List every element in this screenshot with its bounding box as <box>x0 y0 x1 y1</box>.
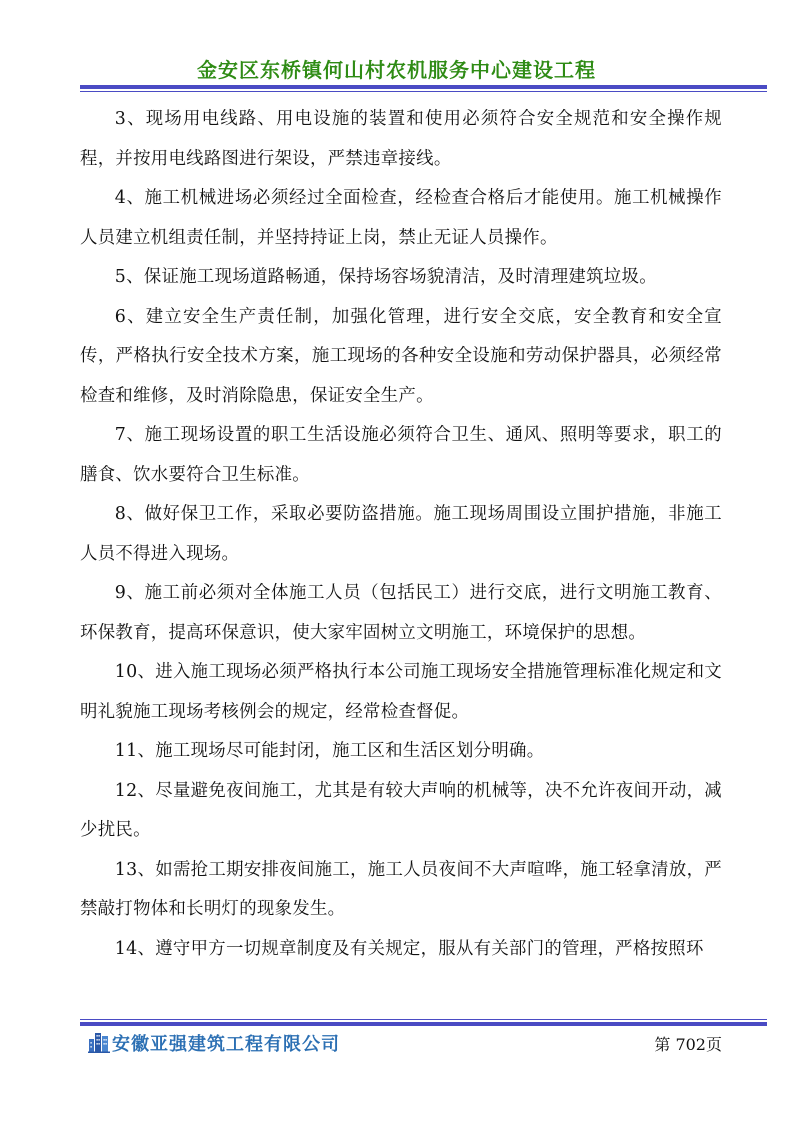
paragraph: 6、建立安全生产责任制，加强化管理，进行安全交底，安全教育和安全宣传，严格执行安全技术方案，施工现场的各种安全设施和劳动保护器具，必须经常检查和维修，及时消除隐患，保证安全生产。 <box>80 306 722 406</box>
footer-rule-thick <box>80 1022 767 1026</box>
body-text <box>80 100 722 969</box>
paragraph: 7、施工现场设置的职工生活设施必须符合卫生、通风、照明等要求，职工的膳食、饮水要符合卫生标准。 <box>80 425 722 485</box>
paragraph: 9、施工前必须对全体施工人员（包括民工）进行交底，进行文明施工教育、环保教育，提高环保意识，使大家牢固树立文明施工，环境保护的思想。 <box>80 583 722 643</box>
paragraph: 13、如需抢工期安排夜间施工，施工人员夜间不大声喧哗，施工轻拿清放，严禁敲打物体和长明灯的现象发生。 <box>80 859 722 919</box>
paragraph: 3、现场用电线路、用电设施的装置和使用必须符合安全规范和安全操作规程，并按用电线路图进行架设，严禁违章接线。 <box>80 109 722 169</box>
paragraph: 5、保证施工现场道路畅通，保持场容场貌清洁，及时清理建筑垃圾。 <box>114 267 657 287</box>
paragraph: 11、施工现场尽可能封闭，施工区和生活区划分明确。 <box>114 741 545 761</box>
paragraph: 12、尽量避免夜间施工，尤其是有较大声响的机械等，决不允许夜间开动，减少扰民。 <box>80 780 722 840</box>
paragraph: 4、施工机械进场必须经过全面检查，经检查合格后才能使用。施工机械操作人员建立机组责任制，并坚持持证上岗，禁止无证人员操作。 <box>80 188 722 248</box>
page-footer <box>80 1029 722 1057</box>
paragraph: 8、做好保卫工作，采取必要防盗措施。施工现场周围设立围护措施，非施工人员不得进入现场。 <box>80 504 722 564</box>
header-rule-thick <box>80 85 767 89</box>
paragraph: 10、进入施工现场必须严格执行本公司施工现场安全措施管理标准化规定和文明礼貌施工现场考核例会的规定，经常检查督促。 <box>80 662 722 722</box>
paragraph: 14、遵守甲方一切规章制度及有关规定，服从有关部门的管理，严格按照环 <box>114 938 704 959</box>
footer-company-name: 安徽亚强建筑工程有限公司 <box>112 1034 340 1055</box>
page-header-title: 金安区东桥镇何山村农机服务中心建设工程 <box>197 58 596 82</box>
building-logo-icon <box>88 1031 110 1053</box>
footer-rule-thin <box>80 1019 767 1020</box>
footer-page-number: 第 702页 <box>654 1035 722 1054</box>
header-rule-thin <box>80 91 767 92</box>
